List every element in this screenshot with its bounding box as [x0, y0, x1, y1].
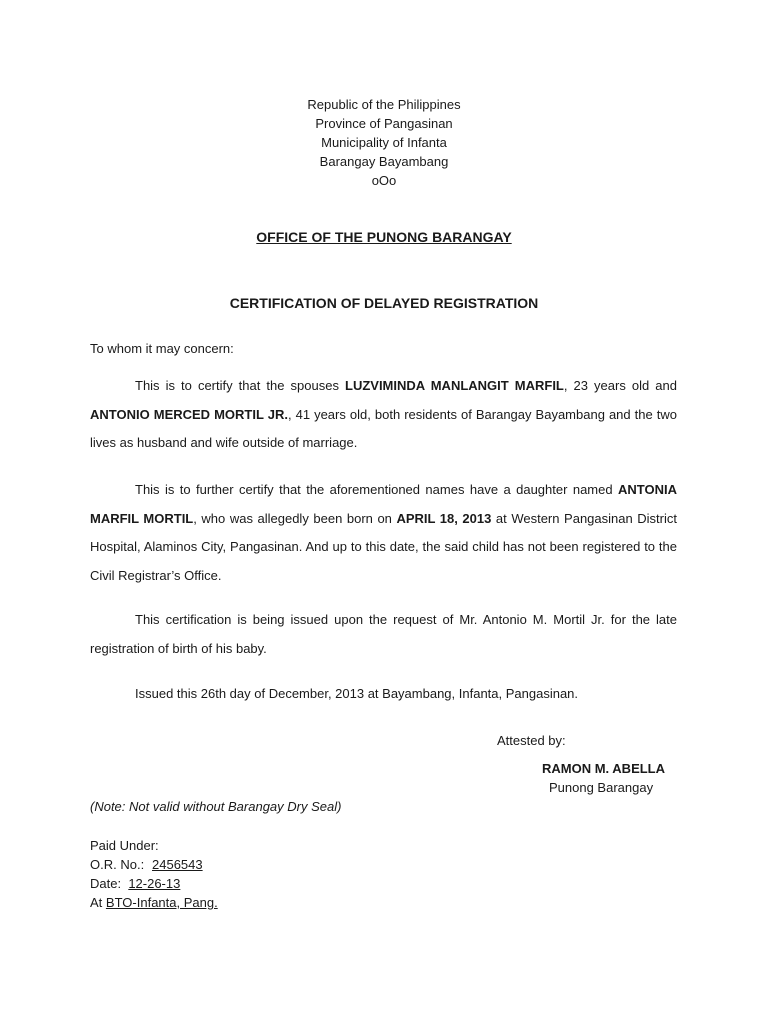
payment-date-value: 12-26-13 — [128, 876, 181, 891]
payment-place-label: At — [90, 895, 103, 910]
header-barangay: Barangay Bayambang — [319, 154, 449, 169]
paragraph-request: This certification is being issued upon the request of Mr. Antonio M. Mortil Jr. for the late registration of birth of his baby. — [90, 612, 677, 656]
signatory-title: Punong Barangay — [549, 780, 654, 795]
header-province: Province of Pangasinan — [315, 116, 453, 131]
or-number-row — [90, 855, 218, 874]
or-number-label: O.R. No.: — [90, 857, 145, 872]
header-municipality: Municipality of Infanta — [321, 135, 447, 150]
office-title: OFFICE OF THE PUNONG BARANGAY — [256, 229, 512, 245]
header-country: Republic of the Philippines — [307, 97, 461, 112]
payment-heading: Paid Under: — [90, 838, 159, 853]
payment-date-row — [90, 874, 218, 893]
paragraph-issued: Issued this 26th day of December, 2013 at Bayambang, Infanta, Pangasinan. — [135, 686, 579, 701]
payment-place-value: BTO-Infanta, Pang. — [105, 895, 218, 910]
attested-by-label: Attested by: — [497, 733, 566, 748]
payment-date-label: Date: — [90, 876, 122, 891]
birth-date: APRIL 18, 2013 — [396, 510, 492, 526]
child-name: ANTONIA MARFIL MORTIL — [90, 482, 677, 526]
certificate-title: CERTIFICATION OF DELAYED REGISTRATION — [229, 295, 539, 311]
spouse-name-2: ANTONIO MERCED MORTIL JR. — [90, 406, 288, 422]
seal-note: (Note: Not valid without Barangay Dry Seal) — [90, 799, 342, 814]
spouse-name-1: LUZVIMINDA MANLANGIT MARFIL — [345, 378, 564, 393]
header-ornament: oOo — [371, 173, 397, 188]
document-header — [0, 95, 768, 190]
or-number-value: 2456543 — [152, 857, 203, 872]
signatory-name: RAMON M. ABELLA — [542, 761, 666, 776]
paragraph-spouses: This is to certify that the spouses LUZVIMINDA MANLANGIT MARFIL, 23 years old and ANTONIO MERCED MORTIL JR., 41 years old, both residents of Barangay Bayambang and the two lives as husband and wife outside of marriage. — [90, 378, 677, 450]
salutation: To whom it may concern: — [90, 341, 234, 356]
payment-place-row — [90, 893, 218, 912]
payment-details — [90, 836, 218, 912]
paragraph-child: This is to further certify that the aforementioned names have a daughter named ANTONIA MARFIL MORTIL, who was allegedly been born on APRIL 18, 2013 at Western Pangasinan District Hospital, Alaminos City, Pangasinan. And up to this date, the said child has not been registered to the Civil Registrar’s Office. — [90, 482, 677, 583]
